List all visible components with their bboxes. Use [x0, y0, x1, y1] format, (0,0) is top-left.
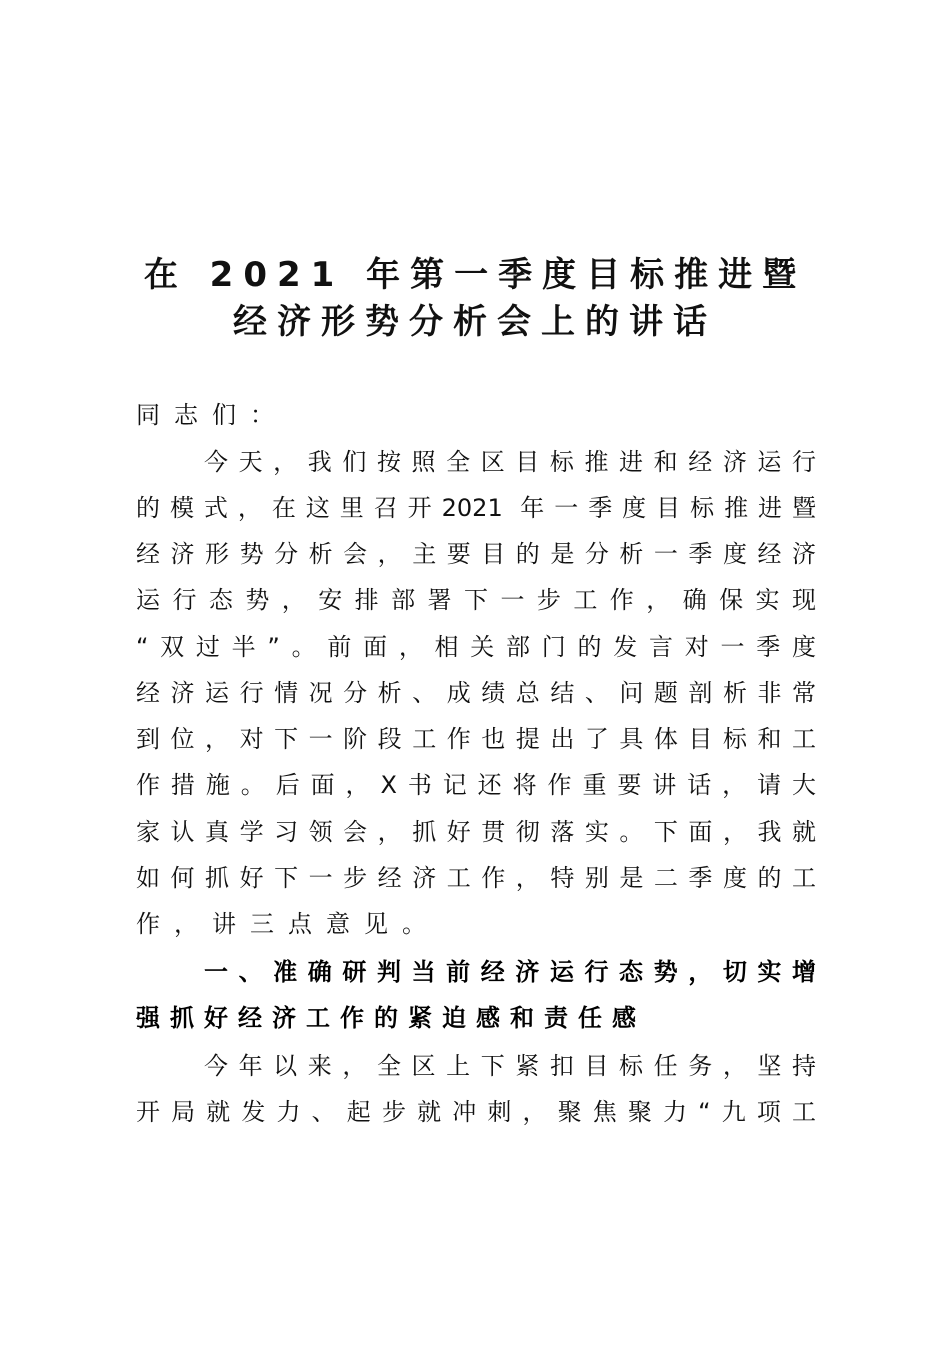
paragraph-line: 今年以来，全区上下紧扣目标任务，坚持	[204, 1052, 816, 1080]
paragraph-line: 今天，我们按照全区目标推进和经济运行	[204, 448, 816, 476]
paragraph-line: 运行态势，安排部署下一步工作，确保实现	[136, 586, 816, 614]
paragraph-line: 家认真学习领会，抓好贯彻落实。下面，我就	[136, 818, 816, 846]
document-title-line-1: 在 2021 年第一季度目标推进暨	[143, 255, 807, 295]
paragraph-line: 经济形势分析会，主要目的是分析一季度经济	[136, 540, 816, 568]
section-heading-line: 强抓好经济工作的紧迫感和责任感	[136, 1004, 646, 1032]
document-title-line-2: 经济形势分析会上的讲话	[233, 302, 717, 342]
paragraph-line: 作措施。后面，X书记还将作重要讲话，请大	[136, 771, 816, 799]
paragraph-line: 如何抓好下一步经济工作，特别是二季度的工	[136, 864, 816, 892]
section-heading-line: 一、准确研判当前经济运行态势，切实增	[204, 958, 816, 986]
paragraph-line: “双过半”。前面，相关部门的发言对一季度	[136, 633, 816, 661]
paragraph-line: 经济运行情况分析、成绩总结、问题剖析非常	[136, 679, 816, 707]
salutation: 同志们：	[136, 401, 288, 429]
paragraph-line: 的模式，在这里召开2021 年一季度目标推进暨	[136, 494, 816, 522]
paragraph-line: 开局就发力、起步就冲刺，聚焦聚力“九项工	[136, 1098, 816, 1126]
paragraph-line: 作，讲三点意见。	[136, 910, 440, 938]
paragraph-line: 到位，对下一阶段工作也提出了具体目标和工	[136, 725, 816, 753]
